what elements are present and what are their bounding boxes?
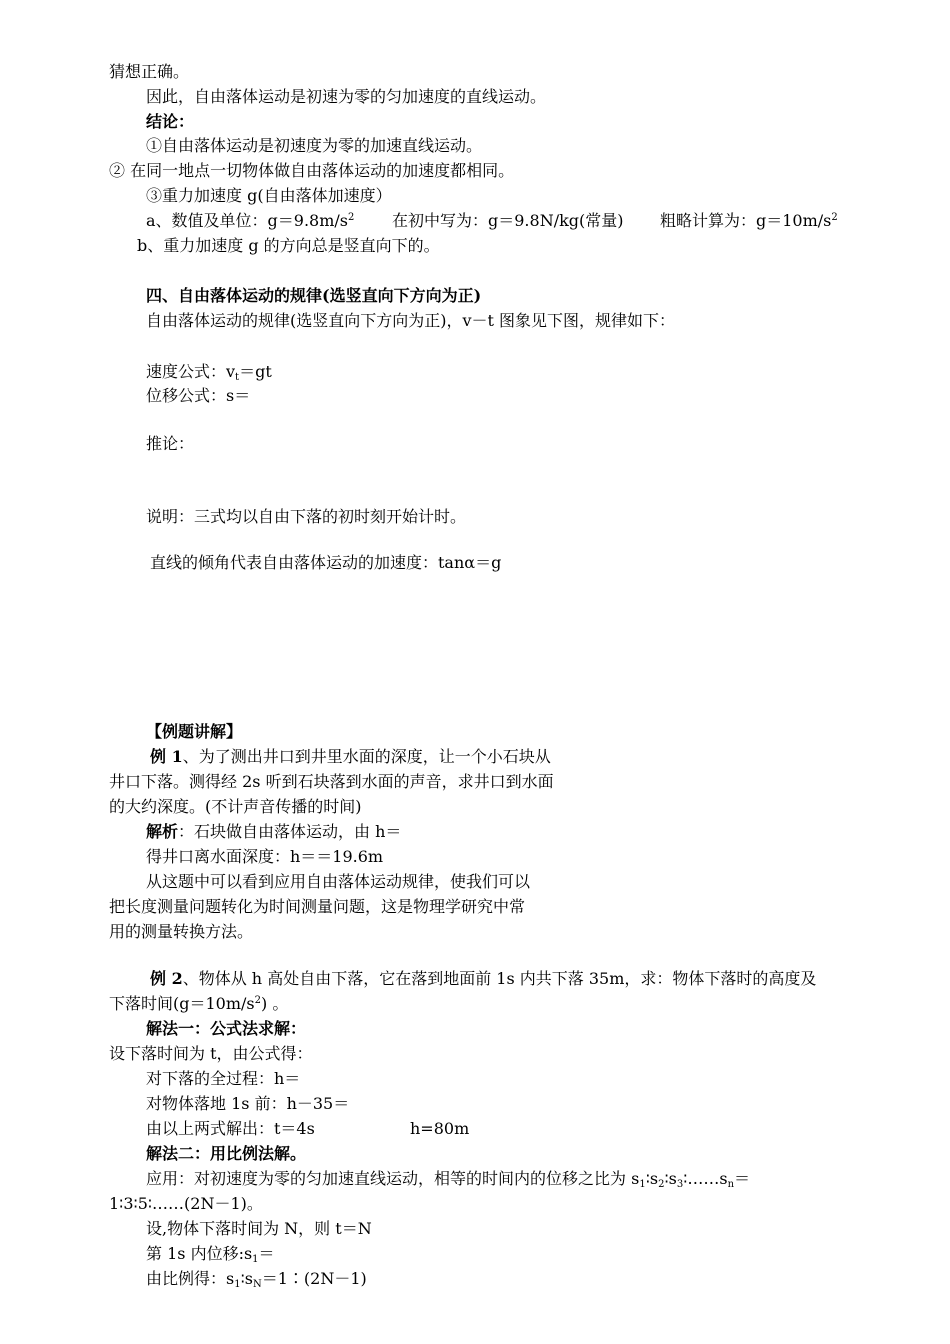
section-heading: 四、自由落体运动的规律(选竖直向下方向为正): [146, 286, 482, 305]
text-line: ①自由落体运动是初速度为零的加速直线运动。: [146, 136, 483, 155]
text-line: 井口下落。测得经 2s 听到石块落到水面的声音，求井口到水面: [109, 772, 554, 791]
text-line: h=80m: [410, 1119, 470, 1138]
examples-heading: 【例题讲解】: [146, 722, 243, 741]
text-line: 直线的倾角代表自由落体运动的加速度：tanα＝g: [150, 553, 502, 572]
conclusion-heading: 结论：: [146, 112, 195, 131]
text-line: 用的测量转换方法。: [109, 922, 254, 941]
text-line: 1∶3∶5∶……(2N－1)。: [109, 1194, 263, 1213]
text-line: ② 在同一地点一切物体做自由落体运动的加速度都相同。: [109, 161, 515, 180]
text-line: b、重力加速度 g 的方向总是竖直向下的。: [137, 236, 440, 255]
text-line: 说明：三式均以自由下落的初时刻开始计时。: [146, 507, 467, 526]
text-line: 的大约深度。(不计声音传播的时间): [109, 797, 362, 816]
text-line: 对下落的全过程：h＝: [146, 1069, 301, 1088]
text-line: 第 1s 内位移$:s_1=$: [146, 1244, 275, 1265]
text-line: 从这题中可以看到应用自由落体运动规律，使我们可以: [146, 872, 531, 891]
velocity-formula: 速度公式：$v_t=gt$: [146, 362, 272, 383]
text-line: 在初中写为：g＝9.8N/kg(常量): [392, 211, 624, 230]
text-line: 由以上两式解出：t＝4s: [146, 1119, 315, 1138]
method-heading: 解法二：用比例法解。: [146, 1144, 307, 1163]
text-line: 推论：: [146, 434, 195, 453]
text-line: 例 2、物体从 h 高处自由下落，它在落到地面前 1s 内共下落 35m，求：物体下落时的高度及: [150, 969, 817, 988]
text-line: 得井口离水面深度：h＝＝19.6m: [146, 847, 384, 866]
text-line: 由比例得：$s_1∶s_N=1∶(2N-1)$: [146, 1269, 367, 1290]
text-line: 例 1、为了测出井口到井里水面的深度，让一个小石块从: [150, 747, 551, 766]
text-line: a、数值及单位：$g=9.8m/s^2$: [146, 211, 355, 230]
text-line: 对物体落地 1s 前：h－35＝: [146, 1094, 350, 1113]
text-line: 下落时间$(g=10m/s^2)$ 。: [109, 994, 289, 1013]
method-heading: 解法一：公式法求解：: [146, 1019, 307, 1038]
displacement-formula: 位移公式：s＝: [146, 386, 251, 405]
text-line: 设下落时间为 t，由公式得：: [109, 1044, 313, 1063]
text-line: 因此，自由落体运动是初速为零的匀加速度的直线运动。: [146, 87, 547, 106]
text-line: 猜想正确。: [109, 62, 190, 81]
text-line: 把长度测量问题转化为时间测量问题，这是物理学研究中常: [109, 897, 526, 916]
text-line: 解析：石块做自由落体运动，由 h＝: [146, 822, 402, 841]
text-line: 粗略计算为：$g=10m/s^2$: [660, 211, 838, 230]
text-line: 设,物体下落时间为 N，则 t＝N: [146, 1219, 372, 1238]
text-line: 自由落体运动的规律(选竖直向下方向为正)，v－t 图象见下图，规律如下：: [146, 311, 676, 330]
text-line: 应用：对初速度为零的匀加速直线运动，相等的时间内的位移之比为 $s_1∶s_2∶s_3∶\dots\dots s_n=$: [146, 1169, 751, 1190]
text-line: ③重力加速度 g(自由落体加速度）: [146, 186, 392, 205]
